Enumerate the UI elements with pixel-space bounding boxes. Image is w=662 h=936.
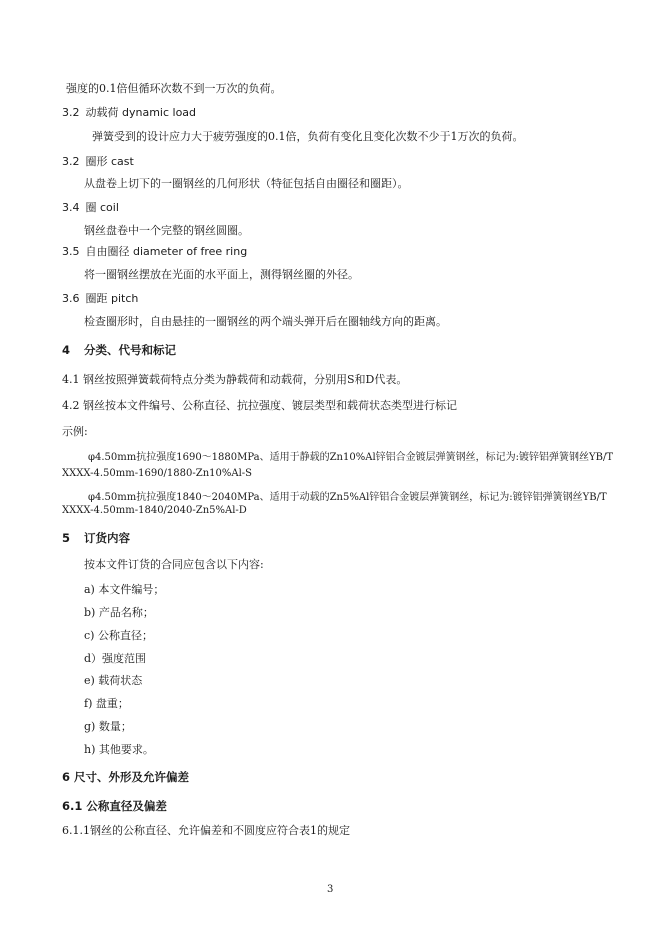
section-heading-3-5-free-ring (62, 243, 247, 259)
definition-text: 从盘卷上切下的一圈钢丝的几何形状（特征包括自由圈径和圈距）。 (84, 177, 409, 190)
chapter-heading-5 (62, 530, 130, 546)
section-heading-3-2-dynamic-load (62, 104, 196, 120)
example-line: φ4.50mm抗拉强度1690～1880MPa、适用于静载的Zn10%Al锌铝合金镀层弹簧钢丝，标记为:镀锌铝弹簧钢丝YB/T (88, 452, 614, 463)
section-heading-3-4-coil (62, 199, 119, 215)
section-number: 3.4 (62, 201, 80, 214)
list-item: f) 盘重； (84, 697, 129, 710)
section-number: 3.2 (62, 106, 80, 119)
chapter-number: 4 (62, 343, 71, 357)
list-item: d）强度范围 (84, 652, 147, 665)
section-number: 3.5 (62, 245, 80, 258)
section-title: 动载荷 dynamic load (85, 106, 197, 119)
section-number: 3.2 (62, 155, 80, 168)
chapter-heading-6: 6 尺寸、外形及允许偏差 (62, 770, 190, 784)
example-label: 示例: (62, 425, 88, 438)
clause-4-1: 4.1 钢丝按照弹簧载荷特点分类为静载荷和动载荷，分别用S和D代表。 (62, 373, 408, 386)
definition-text: 弹簧受到的设计应力大于疲劳强度的0.1倍，负荷有变化且变化次数不少于1万次的负荷。 (92, 130, 524, 143)
list-item: h) 其他要求。 (84, 743, 154, 756)
list-item: c) 公称直径； (84, 629, 153, 642)
chapter-title: 分类、代号和标记 (84, 343, 177, 357)
order-intro: 按本文件订货的合同应包含以下内容: (84, 558, 264, 571)
section-title: 圈形 cast (85, 155, 134, 168)
section-heading-6-1: 6.1 公称直径及偏差 (62, 799, 167, 813)
definition-text: 将一圈钢丝摆放在光面的水平面上，测得钢丝圈的外径。 (84, 268, 359, 281)
section-heading-3-2-cast (62, 153, 134, 169)
example-line: φ4.50mm抗拉强度1840～2040MPa、适用于动载的Zn5%Al锌铝合金镀层弹簧钢丝，标记为:镀锌铝弹簧钢丝YB/T (88, 492, 607, 503)
list-item: g) 数量； (84, 720, 132, 733)
definition-text: 检查圈形时，自由悬挂的一圈钢丝的两个端头弹开后在圈轴线方向的距离。 (84, 315, 447, 328)
example-line: XXXX-4.50mm-1840/2040-Zn5%Al-D (62, 505, 247, 516)
section-title: 圈距 pitch (85, 292, 139, 305)
chapter-heading-4 (62, 342, 176, 358)
clause-4-2: 4.2 钢丝按本文件编号、公称直径、抗拉强度、镀层类型和载荷状态类型进行标记 (62, 399, 457, 412)
paragraph-continuation: 强度的0.1倍但循环次数不到一万次的负荷。 (66, 82, 282, 95)
page-number: 3 (327, 884, 334, 895)
list-item: a) 本文件编号； (84, 583, 165, 596)
example-line: XXXX-4.50mm-1690/1880-Zn10%Al-S (62, 468, 253, 479)
section-title: 自由圈径 diameter of free ring (85, 245, 248, 258)
chapter-number: 5 (62, 531, 71, 545)
list-item: b) 产品名称； (84, 606, 154, 619)
section-heading-3-6-pitch (62, 290, 138, 306)
section-title: 圈 coil (85, 201, 119, 214)
chapter-title: 订货内容 (84, 531, 131, 545)
list-item: e) 载荷状态 (84, 674, 143, 687)
section-number: 3.6 (62, 292, 80, 305)
definition-text: 钢丝盘卷中一个完整的钢丝圆圈。 (84, 224, 249, 237)
clause-6-1-1: 6.1.1钢丝的公称直径、允许偏差和不圆度应符合表1的规定 (62, 824, 350, 837)
